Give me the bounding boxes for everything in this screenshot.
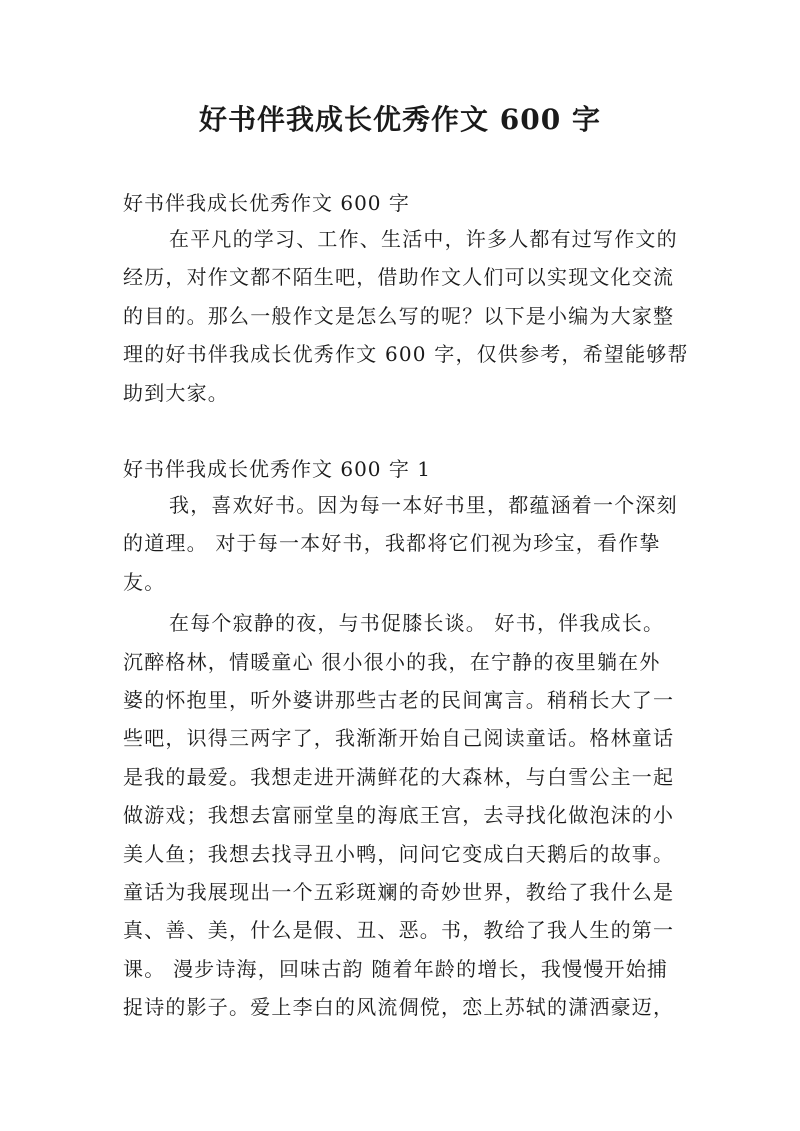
document-title: 好书伴我成长优秀作文 600 字 [199,103,601,136]
essay1-para2-line: 是我的最爱。我想走进开满鲜花的大森林，与白雪公主一起 [123,764,675,789]
intro-line: 经历，对作文都不陌生吧，借助作文人们可以实现文化交流 [123,265,675,290]
essay1-para2-line: 美人鱼；我想去找寻丑小鸭，问问它变成白天鹅后的故事。 [123,841,675,866]
intro-section [123,186,698,412]
intro-heading: 好书伴我成长优秀作文 600 字 [123,191,410,215]
essay1-para2-line: 沉醉格林，情暖童心 很小很小的我，在宁静的夜里躺在外 [123,649,661,674]
essay1-paragraph-1 [123,486,698,601]
intro-line: 的目的。那么一般作文是怎么写的呢？以下是小编为大家整 [123,303,675,328]
essay1-paragraph-2 [123,604,698,1026]
essay1-para1-line: 友。 [123,569,166,594]
intro-line: 助到大家。 [123,380,229,405]
essay1-heading: 好书伴我成长优秀作文 600 字 1 [123,457,431,481]
essay1-para2-line: 做游戏；我想去富丽堂皇的海底王宫，去寻找化做泡沫的小 [123,803,675,828]
essay1-para2-line: 在每个寂静的夜，与书促膝长谈。 好书，伴我成长。 [169,611,665,636]
essay1-para2-line: 些吧，识得三两字了，我渐渐开始自己阅读童话。格林童话 [123,726,675,751]
essay1-para1-line: 的道理。 对于每一本好书，我都将它们视为珍宝，看作挚 [123,531,661,556]
intro-line: 理的好书伴我成长优秀作文 600 字，仅供参考，希望能够帮 [123,342,689,367]
essay1-para2-line: 课。 漫步诗海，回味古韵 随着年龄的增长，我慢慢开始捕 [123,956,669,981]
essay1-para2-line: 捉诗的影子。爱上李白的风流倜傥，恋上苏轼的潇洒豪迈， [123,995,675,1020]
intro-paragraph [123,220,698,412]
intro-line: 在平凡的学习、工作、生活中，许多人都有过写作文的 [169,227,678,251]
essay1-section [123,452,698,1027]
essay1-para2-line: 童话为我展现出一个五彩斑斓的奇妙世界，教给了我什么是 [123,880,675,905]
essay1-para2-line: 真、善、美，什么是假、丑、恶。书，教给了我人生的第一 [123,918,675,943]
essay1-para1-line: 我，喜欢好书。因为每一本好书里，都蕴涵着一个深刻 [169,493,678,517]
essay1-para2-line: 婆的怀抱里，听外婆讲那些古老的民间寓言。稍稍长大了一 [123,688,675,713]
